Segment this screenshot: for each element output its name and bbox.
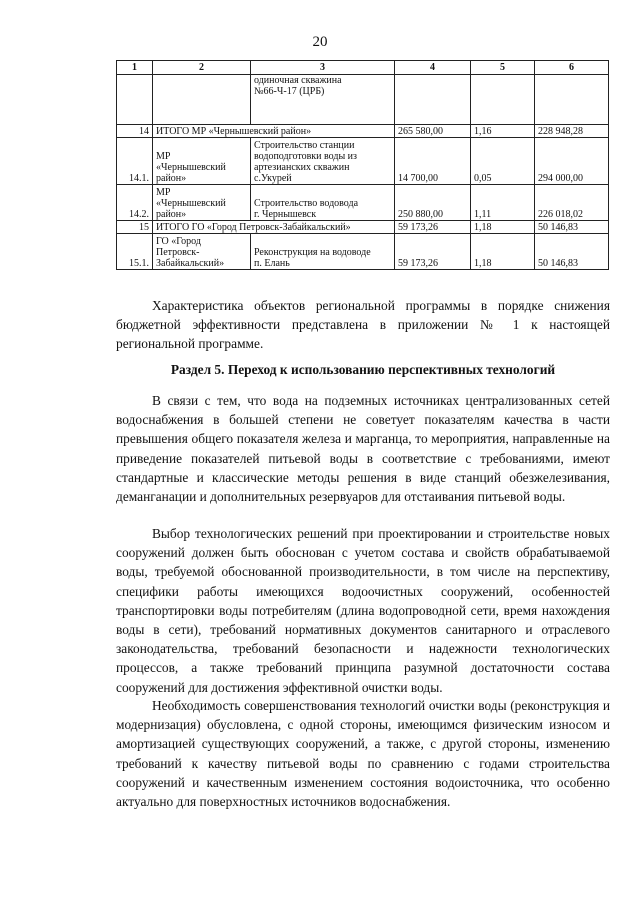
row-index: 14 [117,125,153,138]
column-header: 2 [153,61,251,75]
row-total: 50 146,83 [535,221,609,234]
row-cost: 265 580,00 [395,125,471,138]
row-efficiency: 1,18 [471,234,535,270]
row-total: 226 018,02 [535,185,609,221]
row-cost [395,75,471,125]
paragraph-modernization-need: Необходимость совершенствования технологий очистки воды (реконструкция и модернизация) обусловлена, с одной стороны, имеющимся физическим износом и амортизацией существующих сооружений, а также, с другой стороны, изменению требований к качеству питьевой воды по сравнению с годами строительства сооружений и качественным изменением состояния водоисточника, что особенно актуально для поверхностных источников водоснабжения. [116,698,610,810]
row-cost: 14 700,00 [395,138,471,185]
row-name [153,75,251,125]
row-object: Строительство станции водоподготовки воды из артезианских скважин с.Укурей [251,138,395,185]
row-cost: 59 173,26 [395,221,471,234]
row-efficiency: 1,18 [471,221,535,234]
program-objects-table [116,60,609,270]
column-header: 5 [471,61,535,75]
row-efficiency: 1,16 [471,125,535,138]
row-index: 14.2. [117,185,153,221]
paragraph-water-quality: В связи с тем, что вода на подземных источниках централизованных сетей водоснабжения в большей степени не советует показателям качества в части превышения общего показателя железа и марганца, то мероприятия, направленные на приведение показателей питьевой воды в соответствие с требованиями, имеют стандартные и классические методы решения в виде станций обезжелезивания, деманганации и дополнительных резервуаров для отстаивания питьевой воды. [116,393,610,505]
row-efficiency: 1,11 [471,185,535,221]
table-row-subtotal [117,125,609,138]
row-total: 228 948,28 [535,125,609,138]
row-name: МР «Чернышевский район» [153,185,251,221]
column-header: 4 [395,61,471,75]
row-name: ИТОГО МР «Чернышевский район» [153,125,395,138]
row-name: ИТОГО ГО «Город Петровск-Забайкальский» [153,221,395,234]
column-header: 3 [251,61,395,75]
row-index [117,75,153,125]
table-row [117,185,609,221]
row-cost: 59 173,26 [395,234,471,270]
row-name: МР «Чернышевский район» [153,138,251,185]
page-number: 20 [312,34,328,50]
column-header: 6 [535,61,609,75]
table-row [117,75,609,125]
row-object: Реконструкция на водоводе п. Елань [251,234,395,270]
paragraph-appendix-reference: Характеристика объектов региональной программы в порядке снижения бюджетной эффективности представлена в приложении № 1 к настоящей региональной программе. [116,298,610,352]
row-total: 294 000,00 [535,138,609,185]
row-name: ГО «Город Петровск- Забайкальский» [153,234,251,270]
row-efficiency: 0,05 [471,138,535,185]
table-row [117,234,609,270]
row-cost: 250 880,00 [395,185,471,221]
table-row-subtotal [117,221,609,234]
row-index: 14.1. [117,138,153,185]
row-object: Строительство водовода г. Чернышевск [251,185,395,221]
column-header: 1 [117,61,153,75]
row-index: 15 [117,221,153,234]
row-total [535,75,609,125]
section-heading: Раздел 5. Переход к использованию перспективных технологий [170,362,556,377]
row-object: одиночная скважина №66-Ч-17 (ЦРБ) [251,75,395,125]
table-header-row [117,61,609,75]
row-efficiency [471,75,535,125]
row-total: 50 146,83 [535,234,609,270]
paragraph-technology-choice: Выбор технологических решений при проектировании и строительстве новых сооружений должен быть обоснован с учетом состава и свойств обрабатываемой воды, требуемой обоснованной производительности, в том числе на перспективу, специфики работы имеющихся водоочистных сооружений, особенностей транспортировки воды потребителям (длина водопроводной сети, время нахождения воды в сети), требований нормативных документов санитарного и отраслевого законодательства, требований безопасности и надежности технологических процессов, а также требований принципа разумной достаточности состава сооружений для достижения эффективной очистки воды. [116,526,610,695]
row-index: 15.1. [117,234,153,270]
table-row [117,138,609,185]
